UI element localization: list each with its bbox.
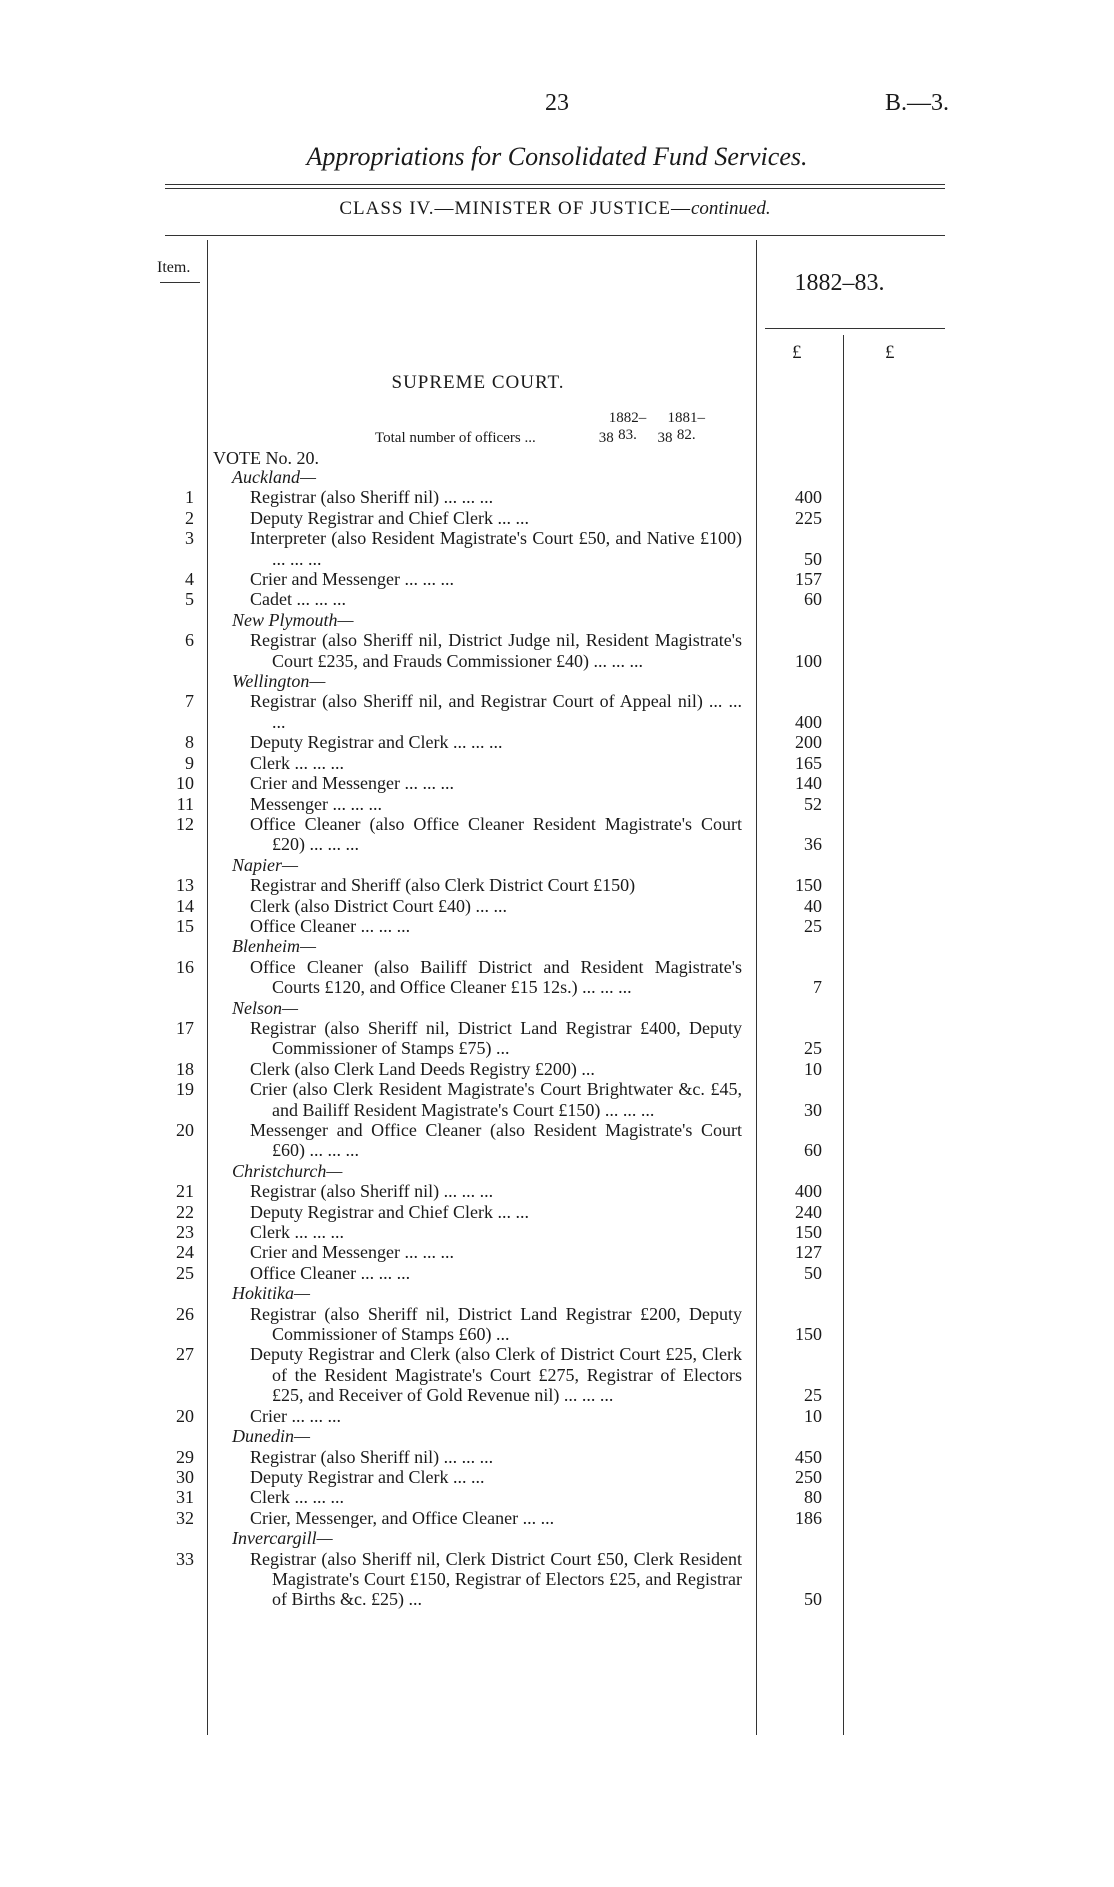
item-number: 16 — [176, 956, 194, 977]
item-amount: 127 — [795, 1242, 822, 1263]
item-number: 30 — [176, 1466, 194, 1487]
location-heading — [0, 467, 1114, 487]
item-amount: 40 — [804, 895, 822, 916]
item-description: Clerk (also District Court £40) ... ... — [250, 895, 507, 916]
item-amount: 250 — [795, 1466, 822, 1487]
table-row — [0, 1263, 1114, 1283]
item-number: 31 — [176, 1487, 194, 1508]
table-row — [0, 569, 1114, 589]
item-number: 20 — [176, 1120, 194, 1140]
item-amount: 10 — [804, 1058, 822, 1079]
item-description: Registrar (also Sheriff nil, District Land Registrar £200, Deputy Commissioner of Stamps £60) ... — [250, 1303, 742, 1345]
item-description: Office Cleaner (also Office Cleaner Resident Magistrate's Court £20) ... ... ... — [250, 813, 742, 855]
item-description: Messenger and Office Cleaner (also Resident Magistrate's Court £60) ... ... ... — [250, 1120, 742, 1161]
location-name: Invercargill— — [232, 1528, 333, 1549]
item-number: 7 — [185, 691, 194, 712]
item-amount: 150 — [795, 875, 822, 896]
item-description: Crier (also Clerk Resident Magistrate's Court Brightwater &c. £45, and Bailiff Resident Magistrate's Court £150) ... ... ... — [250, 1079, 742, 1120]
table-row — [0, 1406, 1114, 1426]
year-header-rule — [765, 328, 945, 329]
location-name: Blenheim— — [232, 936, 316, 957]
item-description: Crier and Messenger ... ... ... — [250, 773, 454, 794]
location-heading — [0, 1426, 1114, 1446]
item-amount: 157 — [795, 569, 822, 590]
item-column-header: Item. — [157, 259, 191, 276]
table-row — [0, 1487, 1114, 1507]
table-row — [0, 875, 1114, 895]
table-row — [0, 528, 1114, 569]
item-number: 26 — [176, 1303, 194, 1324]
item-description: Clerk ... ... ... — [250, 752, 344, 773]
item-number: 11 — [176, 793, 194, 814]
item-number: 5 — [185, 589, 194, 610]
officers-count-2: 38 — [657, 430, 673, 446]
table-row — [0, 916, 1114, 936]
location-name: Auckland— — [232, 467, 316, 487]
item-description: Deputy Registrar and Clerk ... ... ... — [250, 732, 503, 753]
class-title-main: CLASS IV.—MINISTER OF JUSTICE— — [339, 198, 691, 219]
item-amount: 60 — [804, 589, 822, 610]
item-amount: 450 — [795, 1446, 822, 1467]
section-title: SUPREME COURT. — [391, 372, 565, 393]
page-number: 23 — [545, 90, 569, 116]
table-row — [0, 1059, 1114, 1079]
item-number: 8 — [185, 732, 194, 753]
table-row — [0, 1344, 1114, 1405]
item-amount: 50 — [804, 1262, 822, 1283]
item-description: Registrar (also Sheriff nil) ... ... ... — [250, 1181, 494, 1202]
table-row — [0, 487, 1114, 507]
location-heading — [0, 855, 1114, 875]
item-amount: 50 — [804, 1589, 822, 1610]
item-amount: 150 — [795, 1222, 822, 1243]
location-heading — [0, 1161, 1114, 1181]
item-amount: 25 — [804, 1038, 822, 1059]
item-number: 27 — [176, 1344, 194, 1365]
item-amount: 36 — [804, 834, 822, 855]
item-description: Deputy Registrar and Clerk (also Clerk of District Court £25, Clerk of the Resident Magistrate's Court £275, Registrar of Electors £25, and Receiver of Gold Revenue nil) ... ... ... — [250, 1344, 742, 1406]
table-row — [0, 896, 1114, 916]
table-row — [0, 1549, 1114, 1610]
item-number: 12 — [176, 813, 194, 834]
item-description: Office Cleaner ... ... ... — [250, 1262, 411, 1283]
item-number: 18 — [176, 1058, 194, 1079]
item-description: Registrar (also Sheriff nil) ... ... ... — [250, 487, 494, 508]
location-name: New Plymouth— — [232, 609, 354, 630]
item-header-rule — [160, 282, 200, 283]
item-amount: 30 — [804, 1099, 822, 1120]
item-amount: 150 — [795, 1324, 822, 1345]
currency-symbol-right: £ — [885, 342, 895, 363]
item-description: Deputy Registrar and Chief Clerk ... ... — [250, 507, 529, 528]
item-description: Office Cleaner (also Bailiff District and Resident Magistrate's Courts £120, and Office Cleaner £15 12s.) ... ... ... — [250, 956, 742, 998]
item-amount: 225 — [795, 507, 822, 528]
item-number: 13 — [176, 875, 194, 896]
item-amount: 60 — [804, 1140, 822, 1161]
table-row — [0, 773, 1114, 793]
location-name: Dunedin— — [232, 1426, 310, 1447]
item-description: Cadet ... ... ... — [250, 589, 346, 610]
item-description: Office Cleaner ... ... ... — [250, 915, 411, 936]
item-number: 2 — [185, 507, 194, 528]
location-name: Hokitika— — [232, 1283, 310, 1304]
item-description: Clerk (also Clerk Land Deeds Registry £200) ... — [250, 1058, 595, 1079]
location-heading — [0, 936, 1114, 956]
table-row — [0, 1202, 1114, 1222]
item-amount: 240 — [795, 1201, 822, 1222]
table-row — [0, 508, 1114, 528]
table-row — [0, 794, 1114, 814]
item-amount: 400 — [795, 711, 822, 732]
item-amount: 25 — [804, 915, 822, 936]
class-title — [165, 198, 945, 220]
item-number: 20 — [176, 1405, 194, 1426]
table-row — [0, 1222, 1114, 1242]
item-number: 33 — [176, 1548, 194, 1569]
item-amount: 165 — [795, 752, 822, 773]
item-number: 21 — [176, 1181, 194, 1202]
currency-symbol-left: £ — [792, 342, 802, 363]
table-row — [0, 691, 1114, 732]
item-number: 3 — [185, 528, 194, 549]
item-number: 17 — [176, 1017, 194, 1038]
item-amount: 186 — [795, 1507, 822, 1528]
location-heading — [0, 671, 1114, 691]
officers-year-2: 1881–82. — [667, 410, 705, 443]
title-rule — [165, 184, 945, 185]
table-row — [0, 1304, 1114, 1345]
table-row — [0, 589, 1114, 609]
table-row — [0, 1079, 1114, 1120]
item-amount: 400 — [795, 487, 822, 508]
location-name: Napier— — [232, 854, 299, 875]
table-row — [0, 732, 1114, 752]
item-description: Registrar (also Sheriff nil) ... ... ... — [250, 1446, 494, 1467]
item-description: Registrar (also Sheriff nil, District Judge nil, Resident Magistrate's Court £235, and Frauds Commissioner £40) ... ... ... — [250, 630, 742, 671]
item-description: Crier and Messenger ... ... ... — [250, 1242, 454, 1263]
table-row — [0, 1120, 1114, 1161]
item-number: 6 — [185, 630, 194, 651]
item-amount: 52 — [804, 793, 822, 814]
location-name: Wellington— — [232, 671, 326, 692]
location-heading — [0, 998, 1114, 1018]
table-row — [0, 1018, 1114, 1059]
vote-number: VOTE No. 20. — [213, 448, 319, 468]
table-row — [0, 814, 1114, 855]
table-row — [0, 1242, 1114, 1262]
item-description: Deputy Registrar and Chief Clerk ... ... — [250, 1201, 529, 1222]
item-description: Registrar (also Sheriff nil, and Registrar Court of Appeal nil) ... ... ... — [250, 691, 742, 732]
table-row — [0, 753, 1114, 773]
item-description: Clerk ... ... ... — [250, 1487, 344, 1508]
item-number: 32 — [176, 1507, 194, 1528]
table-row — [0, 1467, 1114, 1487]
officers-count-1: 38 — [598, 430, 614, 446]
location-heading — [0, 1528, 1114, 1548]
item-number: 22 — [176, 1201, 194, 1222]
item-number: 10 — [176, 773, 194, 794]
item-amount: 100 — [795, 650, 822, 671]
item-number: 25 — [176, 1262, 194, 1283]
item-number: 24 — [176, 1242, 194, 1263]
page-title: Appropriations for Consolidated Fund Services. — [306, 142, 808, 171]
location-name: Nelson— — [232, 997, 299, 1018]
item-amount: 140 — [795, 773, 822, 794]
officers-label: Total number of officers ... — [375, 430, 536, 446]
title-rule-2 — [165, 188, 945, 189]
table-row — [0, 1447, 1114, 1467]
table-row — [0, 1508, 1114, 1528]
item-description: Interpreter (also Resident Magistrate's Court £50, and Native £100) ... ... ... — [250, 528, 742, 569]
item-number: 14 — [176, 895, 194, 916]
location-name: Christchurch— — [232, 1160, 343, 1181]
item-description: Registrar and Sheriff (also Clerk District Court £150) — [250, 875, 636, 896]
item-amount: 400 — [795, 1181, 822, 1202]
appropriation-entries — [0, 467, 1114, 1610]
item-amount: 50 — [804, 548, 822, 569]
item-amount: 25 — [804, 1385, 822, 1406]
table-row — [0, 630, 1114, 671]
item-description: Crier, Messenger, and Office Cleaner ... ... — [250, 1507, 555, 1528]
item-number: 4 — [185, 569, 194, 590]
year-column-header: 1882–83. — [794, 270, 885, 296]
table-top-rule — [165, 235, 945, 236]
item-description: Deputy Registrar and Clerk ... ... — [250, 1466, 485, 1487]
item-description: Registrar (also Sheriff nil, District Land Registrar £400, Deputy Commissioner of Stamps £75) ... — [250, 1017, 742, 1059]
location-heading — [0, 1283, 1114, 1303]
item-description: Clerk ... ... ... — [250, 1222, 344, 1243]
item-number: 15 — [176, 915, 194, 936]
item-amount: 80 — [804, 1487, 822, 1508]
table-row — [0, 957, 1114, 998]
item-number: 29 — [176, 1446, 194, 1467]
item-description: Messenger ... ... ... — [250, 793, 382, 814]
item-description: Registrar (also Sheriff nil, Clerk District Court £50, Clerk Resident Magistrate's Court £150, Registrar of Electors £25, and Registrar of Births &c. £25) ... — [250, 1548, 742, 1610]
officers-row — [375, 430, 693, 447]
item-number: 1 — [185, 487, 194, 508]
officers-year-1: 1882–83. — [608, 410, 647, 443]
item-amount: 7 — [813, 977, 822, 998]
location-heading — [0, 610, 1114, 630]
item-description: Crier ... ... ... — [250, 1405, 341, 1426]
document-reference: B.—3. — [884, 90, 949, 116]
item-number: 9 — [185, 752, 194, 773]
item-description: Crier and Messenger ... ... ... — [250, 569, 454, 590]
item-amount: 10 — [804, 1405, 822, 1426]
table-row — [0, 1181, 1114, 1201]
item-number: 19 — [176, 1079, 194, 1100]
item-amount: 200 — [795, 732, 822, 753]
class-title-suffix: continued. — [690, 198, 771, 219]
item-number: 23 — [176, 1222, 194, 1243]
